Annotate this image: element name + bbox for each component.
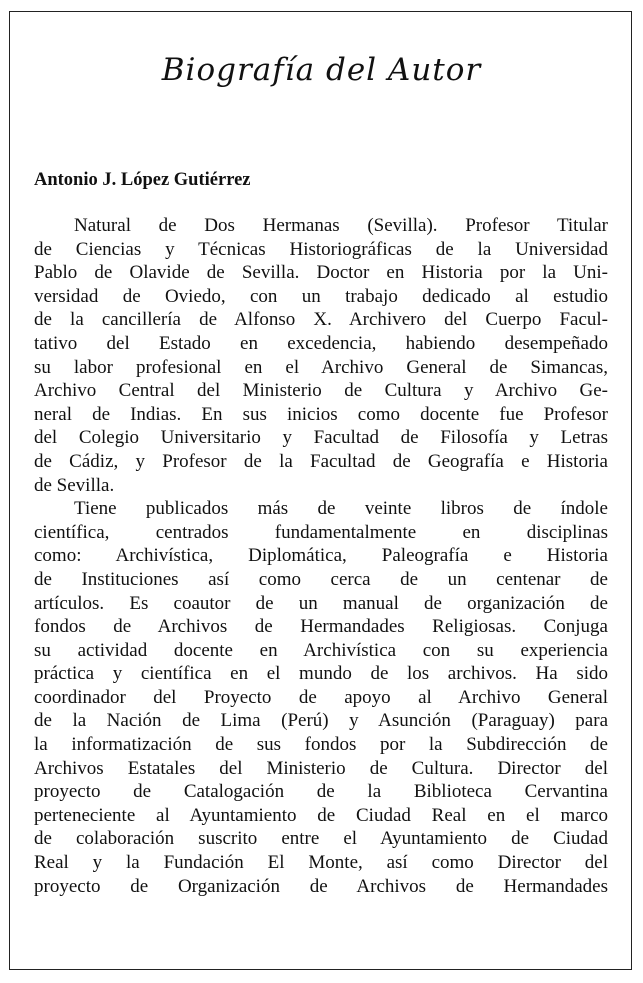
text-line: de Sevilla. xyxy=(34,474,115,496)
text-line: coordinador del Proyecto de apoyo al Archivo General xyxy=(34,686,608,708)
text-line: de Cádiz, y Profesor de la Facultad de Geografía e Historia xyxy=(34,450,608,472)
text-line: Pablo de Olavide de Sevilla. Doctor en Historia por la Uni- xyxy=(34,262,608,284)
text-line: Archivos Estatales del Ministerio de Cultura. Director del xyxy=(34,757,608,779)
text-line: práctica y científica en el mundo de los archivos. Ha sido xyxy=(34,663,608,685)
biography-text xyxy=(34,214,608,898)
text-line: la informatización de sus fondos por la Subdirección de xyxy=(34,734,608,756)
text-line: como: Archivística, Diplomática, Paleografía e Historia xyxy=(34,545,608,567)
text-line: su actividad docente en Archivística con su experiencia xyxy=(34,639,608,661)
text-line: proyecto de Organización de Archivos de Hermandades xyxy=(34,875,608,897)
text-line: Archivo Central del Ministerio de Cultura y Archivo Ge- xyxy=(34,380,608,402)
text-line: Real y la Fundación El Monte, así como Director del xyxy=(34,852,608,874)
text-line: de colaboración suscrito entre el Ayuntamiento de Ciudad xyxy=(34,828,608,850)
text-line: de la cancillería de Alfonso X. Archivero del Cuerpo Facul- xyxy=(34,309,608,331)
author-name: Antonio J. López Gutiérrez xyxy=(34,170,251,190)
text-line: Natural de Dos Hermanas (Sevilla). Profesor Titular xyxy=(74,215,608,236)
text-line: fondos de Archivos de Hermandades Religiosas. Conjuga xyxy=(34,616,608,638)
text-line: artículos. Es coautor de un manual de organización de xyxy=(34,592,608,614)
text-line: del Colegio Universitario y Facultad de Filosofía y Letras xyxy=(34,427,608,449)
text-line: perteneciente al Ayuntamiento de Ciudad Real en el marco xyxy=(34,804,608,826)
text-line: de la Nación de Lima (Perú) y Asunción (Paraguay) para xyxy=(34,710,608,732)
text-line: proyecto de Catalogación de la Biblioteca Cervantina xyxy=(34,781,608,803)
text-line: de Ciencias y Técnicas Historiográficas de la Universidad xyxy=(34,238,608,260)
text-line: científica, centrados fundamentalmente en disciplinas xyxy=(34,521,608,543)
page-title: Biografía del Autor xyxy=(161,52,482,88)
text-line: su labor profesional en el Archivo General de Simancas, xyxy=(34,356,608,378)
text-line: Tiene publicados más de veinte libros de índole xyxy=(74,498,608,520)
text-line: tativo del Estado en excedencia, habiendo desempeñado xyxy=(34,332,608,354)
text-line: neral de Indias. En sus inicios como docente fue Profesor xyxy=(34,403,608,425)
text-line: versidad de Oviedo, con un trabajo dedicado al estudio xyxy=(34,285,608,307)
text-line: de Instituciones así como cerca de un centenar de xyxy=(34,568,608,590)
